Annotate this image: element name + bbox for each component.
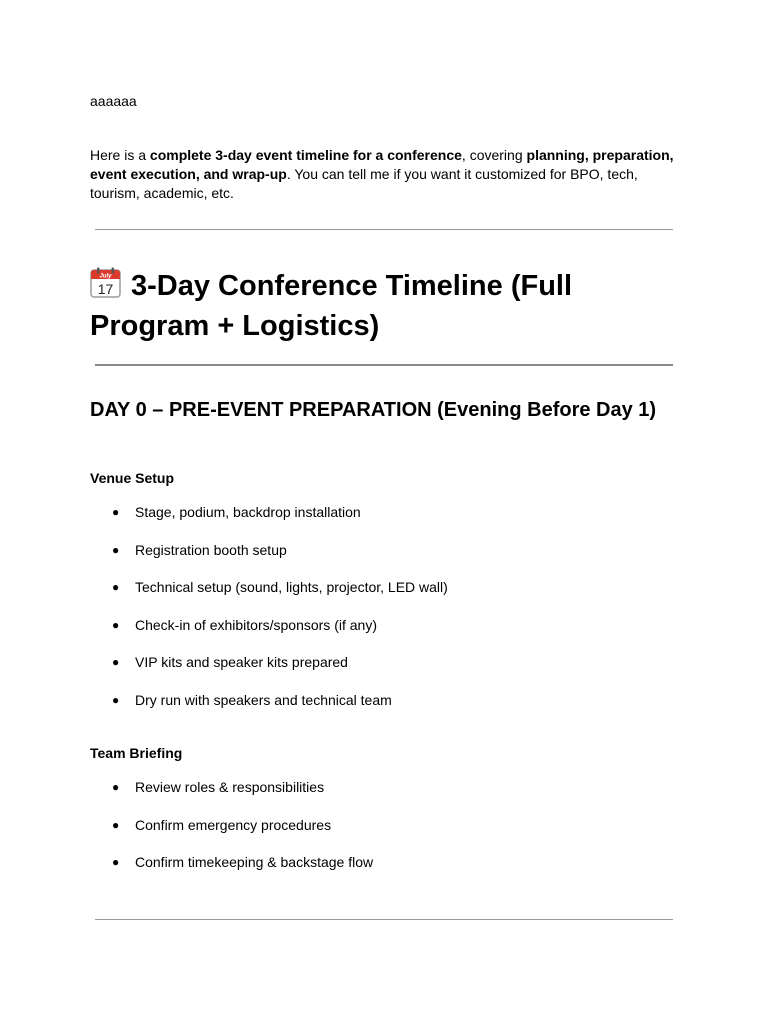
calendar-icon-day: 17 [97, 281, 114, 297]
intro-text-1: Here is a [90, 147, 150, 163]
bullet: ● [112, 817, 120, 832]
bullet: ● [112, 855, 120, 870]
intro-bold-2: planning, preparation, event execution, and wrap-up [90, 147, 674, 182]
calendar-icon-month: July [99, 273, 112, 280]
list-item-text: Confirm emergency procedures [135, 816, 332, 833]
bullet: ● [112, 780, 120, 794]
intro-text-2: , covering [461, 147, 527, 163]
calendar-icon [90, 267, 121, 298]
list-item-text: Technical setup (sound, lights, projector, LED wall) [135, 579, 448, 596]
intro-bold-1: complete 3-day event timeline for a conference [149, 147, 462, 163]
subheading-venue-setup: Venue Setup [90, 470, 175, 486]
stray-text: aaaaaa [90, 93, 137, 109]
list-item-text: Confirm timekeeping & backstage flow [135, 854, 374, 871]
bullet: ● [112, 505, 120, 519]
section-heading-day0: DAY 0 – PRE-EVENT PREPARATION (Evening Before Day 1) [90, 399, 657, 421]
list-item-text: Stage, podium, backdrop installation [135, 504, 361, 520]
bullet: ● [112, 617, 120, 632]
intro-text-3: . You can tell me if you want it customized for BPO, tech, tourism, academic, etc. [90, 166, 638, 201]
page-title [90, 266, 690, 346]
list-item-text: Check-in of exhibitors/sponsors (if any) [135, 616, 377, 633]
list-item-text: Review roles & responsibilities [135, 779, 325, 795]
divider [95, 229, 673, 230]
divider [95, 919, 673, 920]
list-item-text: Dry run with speakers and technical team [135, 691, 392, 708]
subheading-team-briefing: Team Briefing [90, 745, 183, 761]
intro-paragraph [90, 146, 680, 203]
bullet: ● [112, 542, 120, 557]
list-item-text: Registration booth setup [135, 541, 287, 558]
calendar-icon-graphic [90, 267, 121, 298]
bullet: ● [112, 655, 120, 670]
list-item-text: VIP kits and speaker kits prepared [135, 654, 348, 671]
page-title-text: 3-Day Conference Timeline (Full Program + Logistics) [90, 270, 573, 342]
divider [95, 364, 673, 366]
bullet: ● [112, 692, 120, 707]
bullet: ● [112, 580, 120, 595]
